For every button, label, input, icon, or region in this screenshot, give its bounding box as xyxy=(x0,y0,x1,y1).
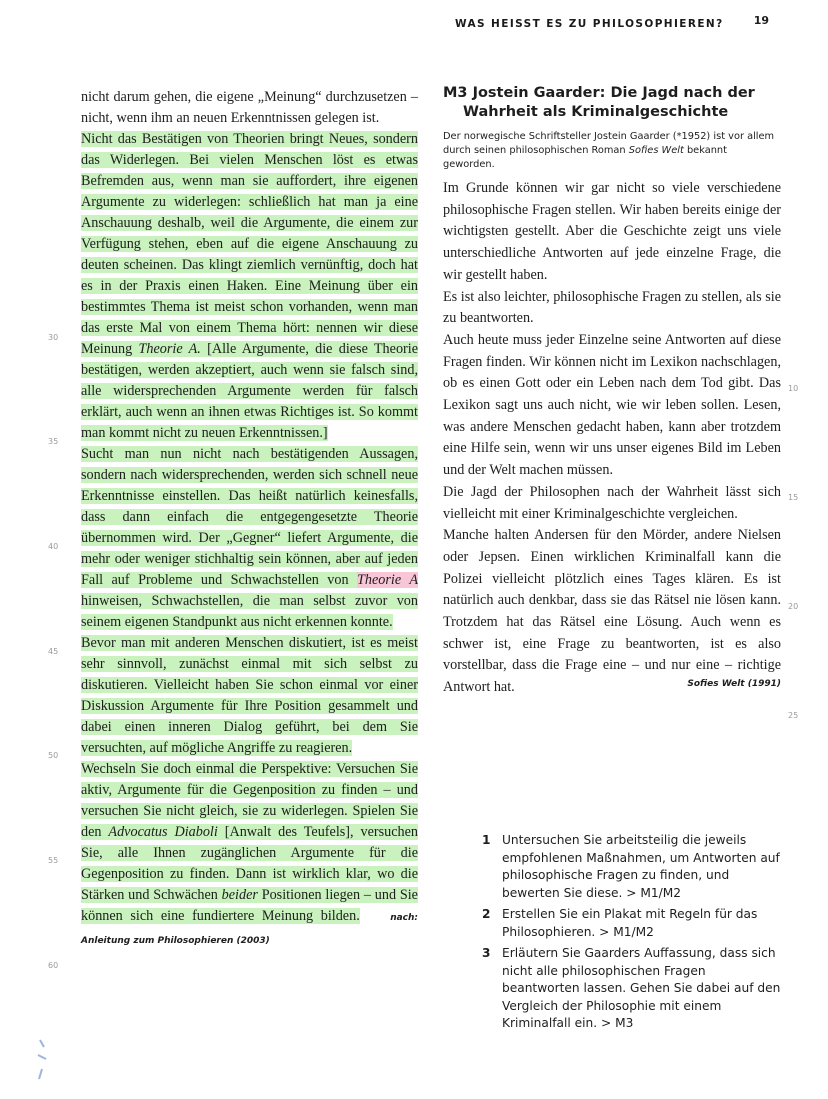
task-number: 1 xyxy=(482,833,491,847)
line-number: 60 xyxy=(48,961,59,970)
paragraph: Auch heute muss jeder Einzelne seine Antworten auf diese Fragen finden. Wir können nicht im Lexikon nachschlagen, ob es einen Gott oder ein Leben nach dem Tod gibt. Das Lexikon sagt uns auch nicht, wie wir leben sollen. Lesen, was andere Menschen gedacht haben, kann aber trotzdem eine Hilfe sein, wenn wir uns unser eigenes Bild im Leben und der Welt machen müssen. xyxy=(443,331,781,479)
line-number: 25 xyxy=(788,711,799,720)
paragraph: Bevor man mit anderen Menschen diskutiert, ist es meist sehr sinnvoll, zunächst einmal mit sich selbst zu diskutieren. Vielleicht haben Sie schon einmal vor einer Diskussion Argumente für Ihre Position gesammelt und dabei einen inneren Dialog geführt, bei dem Sie versuchten, auf mögliche Angriffe zu reagieren. xyxy=(81,635,418,756)
line-number: 50 xyxy=(48,751,59,760)
line-number: 10 xyxy=(788,384,799,393)
paragraph: Die Jagd der Philosophen nach der Wahrheit lässt sich vielleicht mit einer Kriminalgeschichte vergleichen. xyxy=(443,483,781,522)
line-number: 30 xyxy=(48,333,59,342)
task-list xyxy=(482,832,787,1037)
task-number: 3 xyxy=(482,946,491,960)
pen-mark-icon xyxy=(30,1035,60,1090)
task-text: Erläutern Sie Gaarders Auffassung, dass sich nicht alle philosophischen Fragen beantworten lassen. Gehen Sie dabei auf den Vergleich der Philosophie mit einem Kriminalfall ein. > M3 xyxy=(502,946,781,1030)
line-number: 40 xyxy=(48,542,59,551)
running-header xyxy=(455,14,795,38)
page-number: 19 xyxy=(753,14,769,27)
left-line-numbers xyxy=(0,0,80,1099)
paragraph: Sucht man nun nicht nach bestätigenden Aussagen, sondern nach widersprechenden, werden sich schnell neue Erkenntnisse einstellen. Das heißt natürlich keinesfalls, dass dann einfach die entgegengesetzte Theorie übernommen wird. Der „Gegner“ liefert Argumente, die mehr oder weniger stichhaltig sein können, aber auf jeden Fall auf Probleme und Schwachstellen von Theorie A hinweisen, Schwachstellen, die man selbst zuvor von seinem eigenen Standpunkt aus nicht erkennen konnte. xyxy=(81,446,419,630)
line-number: 35 xyxy=(48,437,59,446)
author-intro: Der norwegische Schriftsteller Jostein Gaarder (*1952) ist vor allem durch seinen philosophischen Roman Sofies Welt bekannt geworden. xyxy=(443,131,775,170)
source-citation: Sofies Welt (1991) xyxy=(687,678,781,689)
task-item xyxy=(482,832,787,902)
chapter-title: WAS HEISST ES ZU PHILOSOPHIEREN? xyxy=(455,18,724,30)
task-text: Erstellen Sie ein Plakat mit Regeln für das Philosophieren. > M1/M2 xyxy=(502,907,758,939)
paragraph: Wechseln Sie doch einmal die Perspektive: Versuchen Sie aktiv, Argumente für die Gegenposition zu finden – und versuchen Sie nicht gleich, sie zu widerlegen. Spielen Sie den Advocatus Diaboli [Anwalt des Teufels], versuchen Sie, alle Ihnen zugänglichen Argumente für die Gegenposition zu finden. Dann ist wirklich klar, wo die Stärken und Schwächen beider Positionen liegen – und Sie können sich eine fundiertere Meinung bilden. nach: Anleitung zum Philosophieren (2003) xyxy=(81,761,419,946)
paragraph: Es ist also leichter, philosophische Fragen zu stellen, als sie zu beantworten. xyxy=(443,288,781,327)
line-number: 20 xyxy=(788,602,799,611)
task-number: 2 xyxy=(482,907,491,921)
line-number: 55 xyxy=(48,856,59,865)
left-column-text xyxy=(81,87,418,952)
paragraph: Im Grunde können wir gar nicht so viele verschiedene philosophische Fragen stellen. Wir haben bereits einige der wichtigsten gestellt. Aber die Geschichte zeigt uns viele unterschiedliche Antworten auf jede einzelne Frage, die wir gestellt haben. xyxy=(443,180,781,283)
section-heading: M3 Jostein Gaarder: Die Jagd nach der Wahrheit als Kriminalgeschichte xyxy=(443,85,755,120)
paragraph: Nicht das Bestätigen von Theorien bringt Neues, sondern das Widerlegen. Bei vielen Menschen löst es etwas Befremden aus, wenn man sie auffordert, ihre eigenen Argumente zu widerlegen: schließlich hat man ja eine Anschauung deshalb, weil die Argumente, die einem zur Verfügung stehen, eben auf die eigene Anschauung zu deuten scheinen. Das klingt ziemlich vernünftig, doch hat es in der Praxis einen Haken. Eine Meinung über ein bestimmtes Thema ist meist schon vorhanden, wenn man das erste Mal von einem Thema hört: nennen wir diese Meinung Theorie A. [Alle Argumente, die diese Theorie bestätigen, werden akzeptiert, auch wenn sie falsch sind, alle widersprechenden Argumente werden für falsch erklärt, auch wenn an ihnen etwas Richtiges ist. So kommt man kommt nicht zu neuen Erkenntnissen.] xyxy=(81,131,418,441)
line-number: 15 xyxy=(788,493,799,502)
right-column-text xyxy=(443,84,781,696)
line-number: 45 xyxy=(48,647,59,656)
task-item xyxy=(482,906,787,941)
paragraph: nicht darum gehen, die eigene „Meinung“ durchzusetzen – nicht, wenn ihm an neuen Erkenntnissen gelegen ist. xyxy=(81,89,418,126)
task-text: Untersuchen Sie arbeitsteilig die jeweils empfohlenen Maßnahmen, um Antworten auf philosophische Fragen zu finden, und bewerten Sie diese. > M1/M2 xyxy=(502,833,780,900)
paragraph: Manche halten Andersen für den Mörder, andere Nielsen oder Jepsen. Einen wirklichen Kriminalfall kann die Polizei vielleicht plötzlich eines Tages klären. Es ist natürlich auch denkbar, dass sie das Rätsel nie lösen kann. Trotzdem hat das Rätsel eine Lösung. Auch wenn es schwer ist, eine Frage zu beantworten, ist es also vorstellbar, dass die Frage eine – und nur eine – richtige Antwort hat. xyxy=(443,527,781,696)
source-citation: nach: Anleitung zum Philosophieren (2003) xyxy=(81,913,419,946)
task-item xyxy=(482,945,787,1033)
